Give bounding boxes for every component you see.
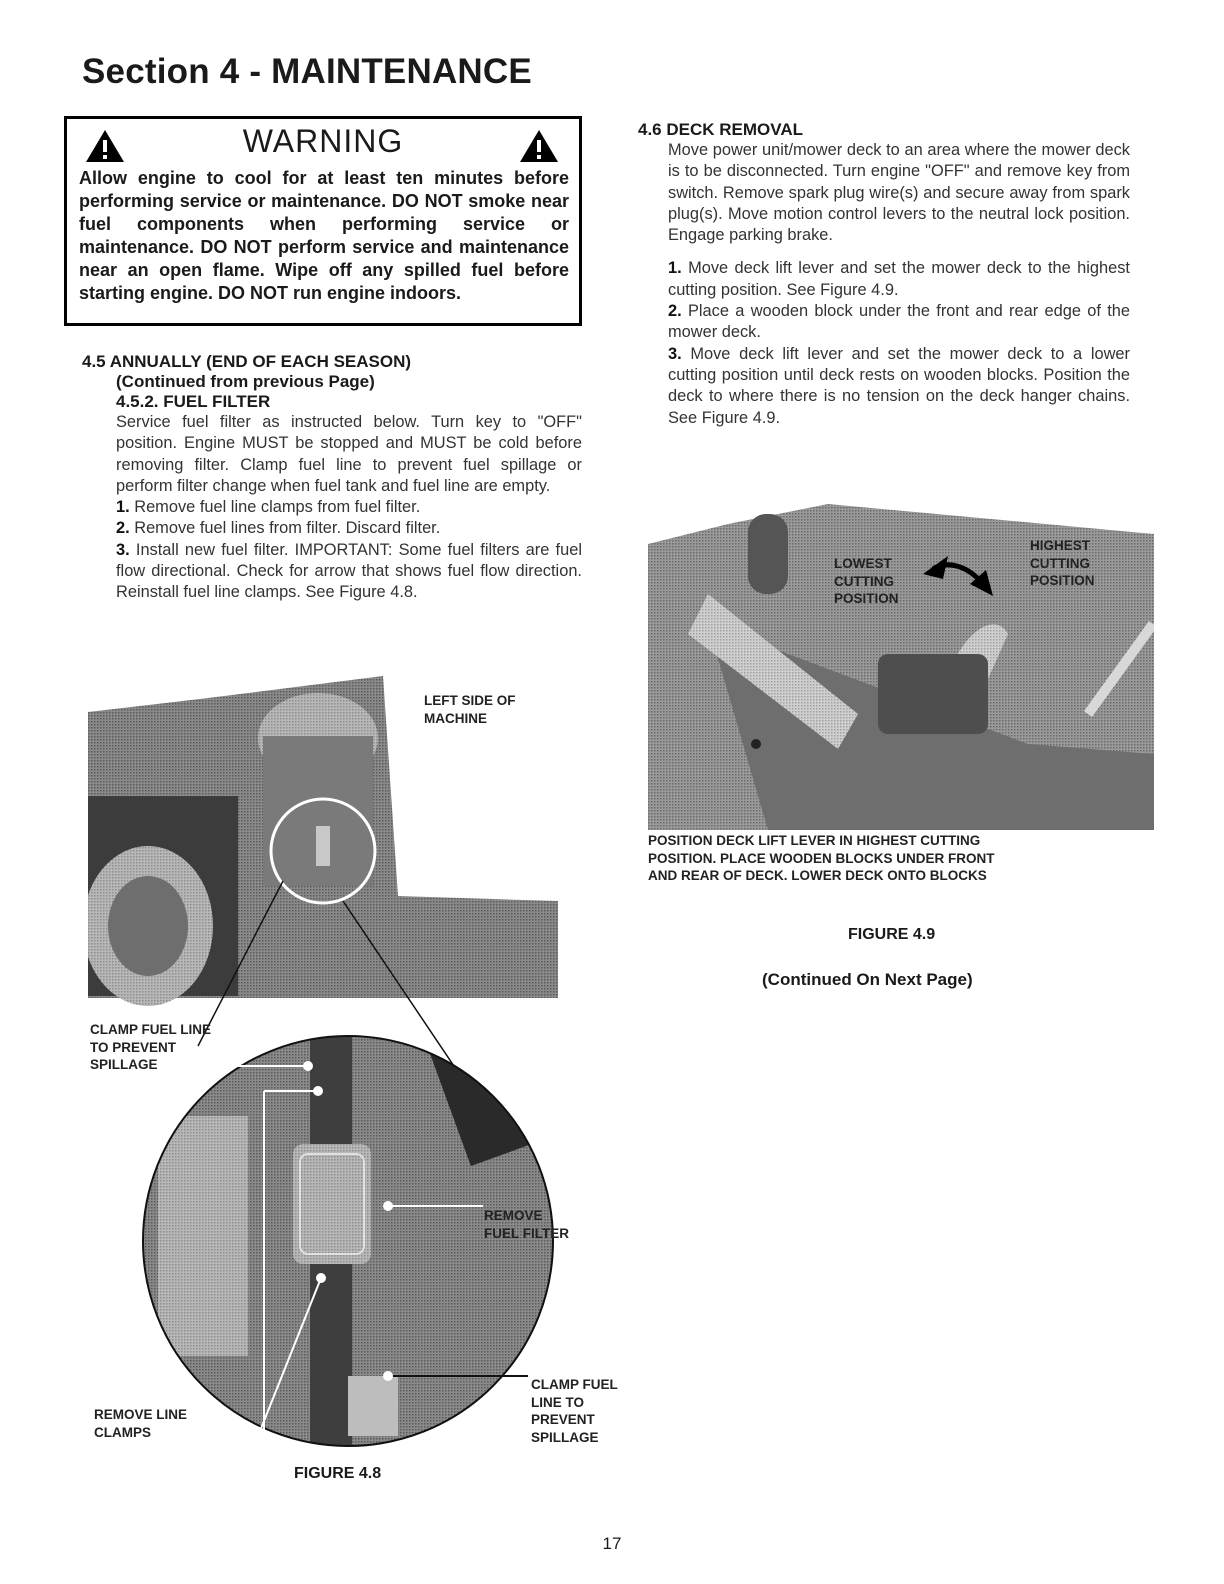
step-item: 3. Install new fuel filter. IMPORTANT: Some fuel filters are fuel flow directional. Check for arrow that shows fuel flow direction. Reinstall fuel line clamps. See Figure 4.8. (116, 540, 582, 602)
figure-4-9-instruction: POSITION DECK LIFT LEVER IN HIGHEST CUTTING POSITION. PLACE WOODEN BLOCKS UNDER FRONT AND REAR OF DECK. LOWER DECK ONTO BLOCKS (648, 833, 995, 883)
step-item: 1. Move deck lift lever and set the mower deck to the highest cutting position. See Figure 4.9. (668, 259, 1130, 299)
section-title: Section 4 - MAINTENANCE (82, 52, 532, 91)
warning-title: WARNING (242, 123, 404, 159)
label-remove-fuel-filter: REMOVE FUEL FILTER (484, 1208, 569, 1241)
warning-text: Allow engine to cool for at least ten minutes before performing service or maintenance. DO NOT smoke near fuel components when performing service or maintenance. DO NOT perform service and maintenance near an open flame. Wipe off any spilled fuel before starting engine. DO NOT run engine indoors. (79, 168, 569, 303)
label-clamp-fuel-line-top: CLAMP FUEL LINE TO PREVENT SPILLAGE (90, 1022, 212, 1072)
section-4-6 (638, 120, 1130, 429)
step-item: 1. Remove fuel line clamps from fuel filter. (116, 498, 421, 517)
section-4-5 (82, 352, 582, 604)
continued-on-next-page: (Continued On Next Page) (762, 970, 973, 989)
warning-triangle-icon (519, 129, 559, 163)
continued-note: (Continued from previous Page) (116, 372, 375, 391)
fuel-filter-heading: 4.5.2. FUEL FILTER (116, 392, 271, 411)
figure-4-9-caption: FIGURE 4.9 (848, 926, 936, 943)
figure-4-8-caption: FIGURE 4.8 (294, 1465, 382, 1482)
step-item: 3. Move deck lift lever and set the mower deck to a lower cutting position until deck rests on wooden blocks. Position the deck to where there is no tension on the deck hanger chains. See Figure 4.9. (668, 344, 1130, 427)
label-remove-line-clamps: REMOVE LINE CLAMPS (94, 1407, 188, 1440)
step-item: 2. Remove fuel lines from filter. Discard filter. (116, 519, 441, 538)
step-item: 2. Place a wooden block under the front and rear edge of the mower deck. (668, 302, 1130, 342)
warning-box (64, 116, 582, 326)
label-left-side-of-machine: LEFT SIDE OF MACHINE (424, 693, 516, 726)
label-highest-cutting-position: HIGHEST CUTTING POSITION (1030, 538, 1095, 588)
label-lowest-cutting-position: LOWEST CUTTING POSITION (834, 556, 899, 606)
deck-removal-intro: Move power unit/mower deck to an area where the mower deck is to be disconnected. Turn engine "OFF" and remove key from switch. Remove spark plug wire(s) and secure away from spark plug(s). Move motion control levers to the neutral lock position. Engage parking brake. (668, 141, 1130, 245)
section-4-5-heading: 4.5 ANNUALLY (END OF EACH SEASON) (82, 352, 412, 371)
label-clamp-fuel-line-bottom: CLAMP FUEL LINE TO PREVENT SPILLAGE (531, 1377, 618, 1445)
deck-removal-heading: 4.6 DECK REMOVAL (638, 120, 803, 139)
page-number: 17 (602, 1534, 622, 1553)
fuel-filter-intro: Service fuel filter as instructed below. Turn key to "OFF" position. Engine MUST be stopped and MUST be cold before removing filter. Clamp fuel line to prevent fuel spillage or perform filter change when fuel tank and fuel line are empty. (116, 413, 582, 495)
